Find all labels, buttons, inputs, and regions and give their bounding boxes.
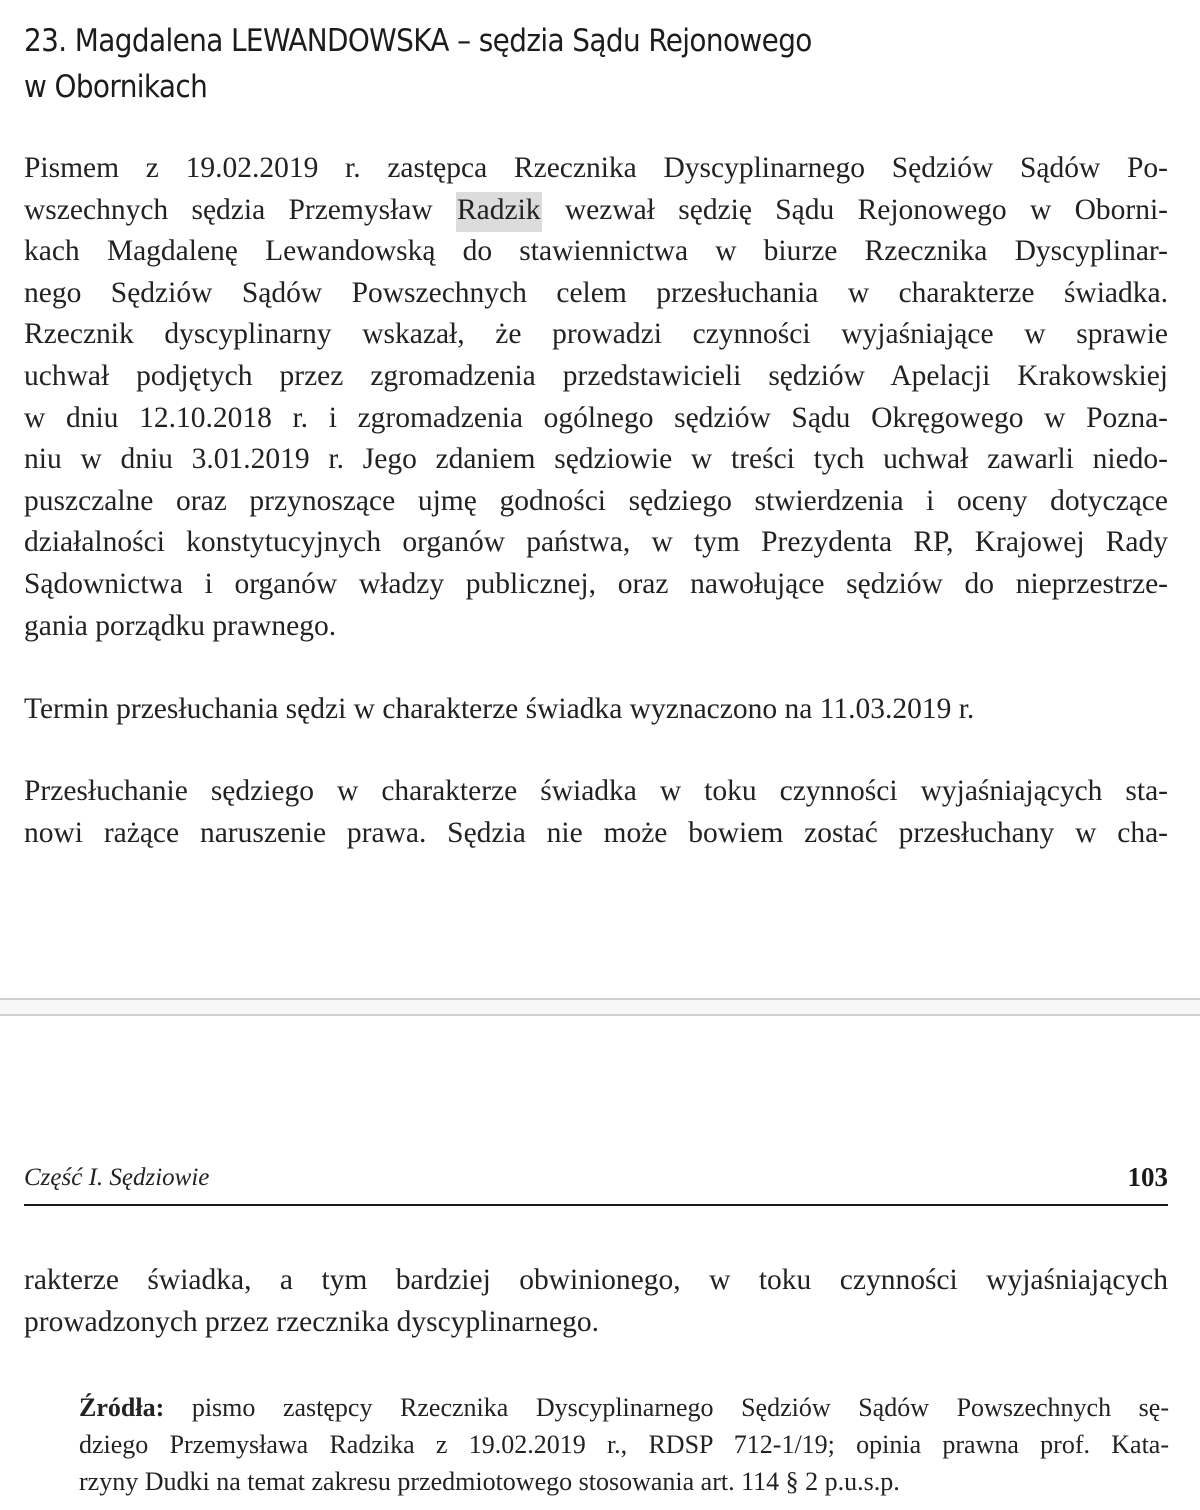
sources-block xyxy=(79,1389,1169,1500)
body-paragraph xyxy=(24,771,1168,854)
search-highlight[interactable]: Radzik xyxy=(456,192,542,232)
text-line xyxy=(24,190,1168,232)
text-line: w dniu 12.10.2018 r. i zgromadzenia ogólnego sędziów Sądu Okręgowego w Pozna- xyxy=(24,401,1168,434)
heading-line: 23. Magdalena LEWANDOWSKA – sędzia Sądu Rejonowego xyxy=(24,23,812,59)
text-line: nowi rażące naruszenie prawa. Sędzia nie może bowiem zostać przesłuchany w cha- xyxy=(24,816,1168,849)
text-span: wszechnych sędzia Przemysław xyxy=(24,193,456,226)
text-line: Pismem z 19.02.2019 r. zastępca Rzecznika Dyscyplinarnego Sędziów Sądów Po- xyxy=(24,152,1168,184)
section-heading xyxy=(24,18,1174,110)
body-paragraph xyxy=(24,1260,1168,1343)
text-line: prowadzonych przez rzecznika dyscyplinarnego. xyxy=(24,1305,599,1338)
text-line: nego Sędziów Sądów Powszechnych celem przesłuchania w charakterze świadka. xyxy=(24,276,1168,309)
text-line: Sądownictwa i organów władzy publicznej, oraz nawołujące sędziów do nieprzestrze- xyxy=(24,567,1168,600)
sources-label: Źródła: xyxy=(79,1393,165,1422)
page-separator xyxy=(0,998,1200,1016)
text-line: Rzecznik dyscyplinarny wskazał, że prowadzi czynności wyjaśniające w sprawie xyxy=(24,318,1168,351)
text-line: niu w dniu 3.01.2019 r. Jego zdaniem sędziowie w treści tych uchwał zawarli niedo- xyxy=(24,443,1168,476)
heading-line: w Obornikach xyxy=(24,69,208,105)
text-line: dziego Przemysława Radzika z 19.02.2019 r., RDSP 712-1/19; opinia prawna prof. Kata- xyxy=(79,1430,1169,1459)
text-line: gania porządku prawnego. xyxy=(24,609,337,642)
text-line: uchwał podjętych przez zgromadzenia przedstawicieli sędziów Apelacji Krakowskiej xyxy=(24,359,1168,392)
text-line xyxy=(79,1389,1169,1426)
text-line: puszczalne oraz przynoszące ujmę godności sędziego stwierdzenia i oceny dotyczące xyxy=(24,484,1168,517)
text-line: rakterze świadka, a tym bardziej obwinionego, w toku czynności wyjaśniających xyxy=(24,1264,1168,1296)
body-paragraph xyxy=(24,148,1168,647)
text-line: Przesłuchanie sędziego w charakterze świadka w toku czynności wyjaśniających sta- xyxy=(24,775,1168,807)
document-page-2 xyxy=(0,1016,1200,1510)
running-header xyxy=(24,1160,1168,1206)
text-span: pismo zastępcy Rzecznika Dyscyplinarnego Sędziów Sądów Powszechnych sę- xyxy=(164,1393,1169,1422)
text-line: kach Magdalenę Lewandowską do stawiennictwa w biurze Rzecznika Dyscyplinar- xyxy=(24,235,1168,268)
text-line: rzyny Dudki na temat zakresu przedmiotowego stosowania art. 114 § 2 p.u.s.p. xyxy=(79,1467,900,1496)
text-line: działalności konstytucyjnych organów państwa, w tym Prezydenta RP, Krajowej Rady xyxy=(24,526,1168,559)
page-number: 103 xyxy=(1127,1162,1168,1192)
body-paragraph xyxy=(24,689,1168,731)
text-span: wezwał sędzię Sądu Rejonowego w Oborni- xyxy=(541,193,1168,226)
text-line: Termin przesłuchania sędzi w charakterze świadka wyznaczono na 11.03.2019 r. xyxy=(24,693,975,725)
running-header-section: Część I. Sędziowie xyxy=(24,1164,210,1191)
